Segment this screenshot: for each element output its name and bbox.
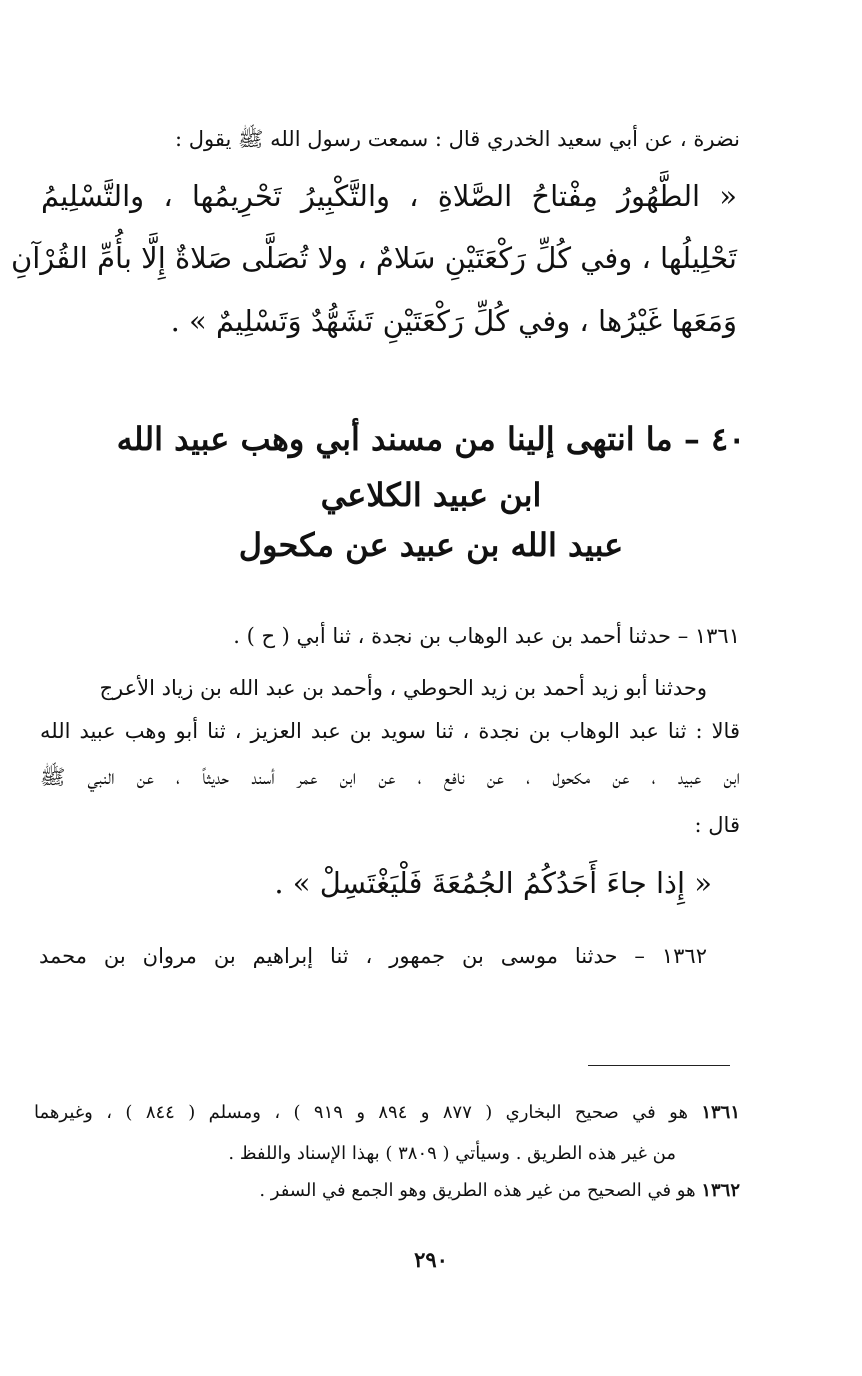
hadith-1361-line-3: قالا : ثنا عبد الوهاب بن نجدة ، ثنا سويد بن عبد العزيز ، ثنا أبو وهب عبيد الله xyxy=(40,719,740,743)
hadith-1361-line-2: وحدثنا أبو زيد أحمد بن زيد الحوطي ، وأحمد بن عبد الله بن زياد الأعرج xyxy=(99,676,707,700)
footnote-1361 xyxy=(34,1102,740,1123)
hadith-1361-line-1: ١٣٦١ – حدثنا أحمد بن عبد الوهاب بن نجدة ، ثنا أبي ( ح ) . xyxy=(233,624,740,648)
section-heading-line-2: ابن عبيد الكلاعي xyxy=(320,476,542,514)
section-heading-line-1: ٤٠ – ما انتهى إلينا من مسند أبي وهب عبيد الله xyxy=(116,420,746,458)
hadith-1361-line-4: ابن عبيد ، عن مكحول ، عن نافع ، عن ابن عمر أسند حديثاً ، عن النبي ﷺ xyxy=(40,765,740,789)
hadith-1-line-3: وَمَعَها غَيْرُها ، وفي كُلِّ رَكْعَتَيْنِ تَشَهُّدٌ وَتَسْلِيمٌ » . xyxy=(170,304,737,338)
footnote-1361-number: ١٣٦١ xyxy=(701,1102,740,1123)
hadith-1-line-1: « الطَّهُورُ مِفْتاحُ الصَّلاةِ ، والتَّكْبِيرُ تَحْرِيمُها ، والتَّسْلِيمُ xyxy=(41,179,737,213)
footnote-separator xyxy=(588,1065,730,1066)
intro-line: نضرة ، عن أبي سعيد الخدري قال : سمعت رسول الله ﷺ يقول : xyxy=(175,127,740,151)
hadith-1362-line: ١٣٦٢ – حدثنا موسى بن جمهور ، ثنا إبراهيم بن مروان بن محمد xyxy=(39,944,707,968)
section-heading-line-3: عبيد الله بن عبيد عن مكحول xyxy=(238,526,624,564)
footnote-1361-continuation: من غير هذه الطريق . وسيأتي ( ٣٨٠٩ ) بهذا الإسناد واللفظ . xyxy=(228,1143,676,1164)
footnote-1362-text: هو في الصحيح من غير هذه الطريق وهو الجمع في السفر . xyxy=(259,1180,696,1201)
hadith-1361-line-5: قال : xyxy=(694,813,740,837)
footnote-1362 xyxy=(259,1180,740,1201)
hadith-1-line-2: تَحْلِيلُها ، وفي كُلِّ رَكْعَتَيْنِ سَلامٌ ، ولا تُصَلَّى صَلاةٌ إِلَّا بأُمِّ القُرْآنِ xyxy=(10,241,737,275)
footnote-1361-text: هو في صحيح البخاري ( ٨٧٧ و ٨٩٤ و ٩١٩ ) ، ومسلم ( ٨٤٤ ) ، وغيرهما xyxy=(34,1102,688,1123)
footnote-1362-number: ١٣٦٢ xyxy=(701,1180,740,1201)
page-number: ٢٩٠ xyxy=(414,1247,448,1272)
hadith-2: « إِذا جاءَ أَحَدُكُمُ الجُمُعَةَ فَلْيَغْتَسِلْ » . xyxy=(274,866,712,900)
